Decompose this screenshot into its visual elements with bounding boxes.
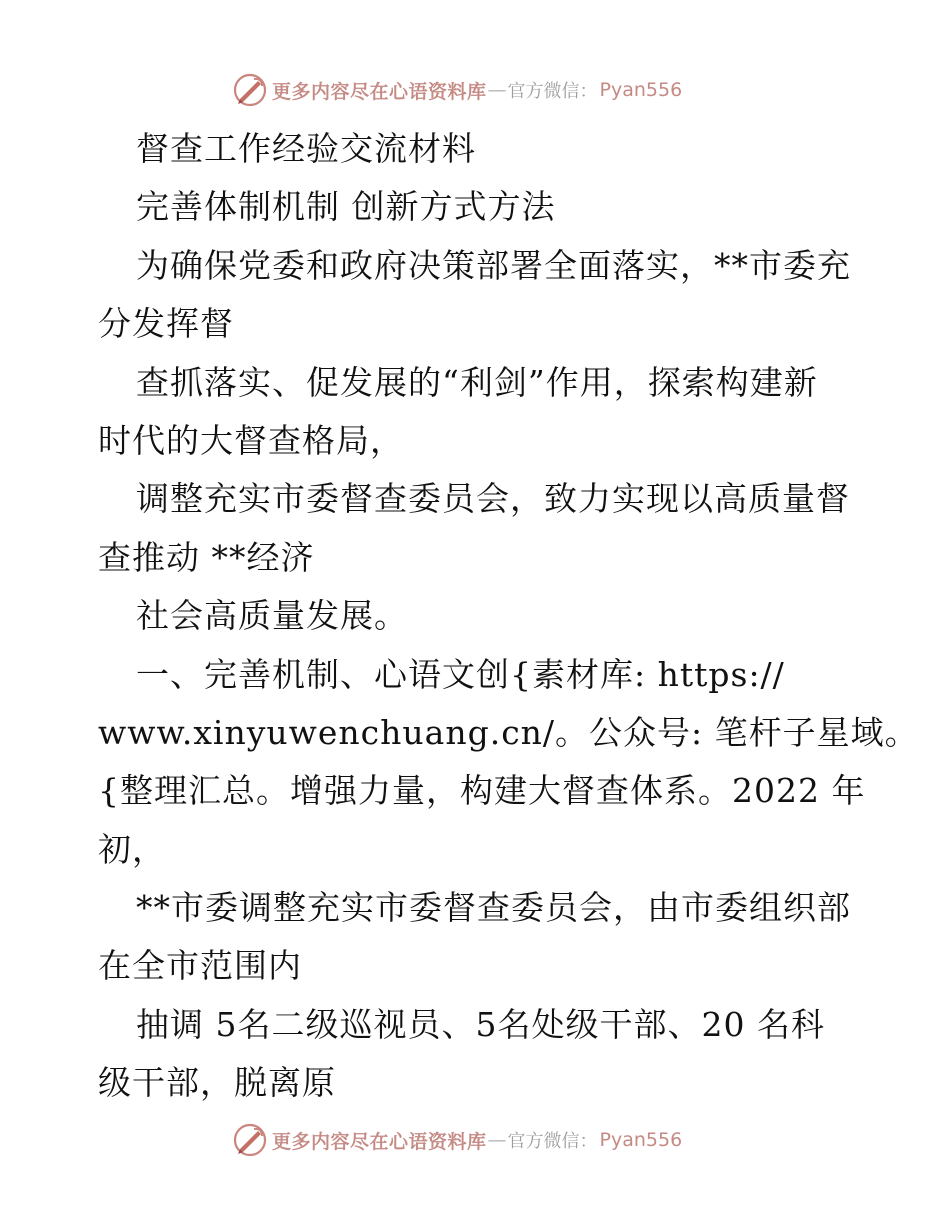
document-title: 督查工作经验交流材料 <box>136 129 476 168</box>
paragraph-line: 查推动 **经济 <box>98 537 315 577</box>
pen-logo-icon <box>232 1122 268 1158</box>
paragraph-line: www.xinyuwenchuang.cn/。公众号: 笔杆子星域。 <box>98 712 919 752</box>
document-subtitle: 完善体制机制 创新方式方法 <box>136 187 556 227</box>
footer-watermark <box>232 1122 682 1158</box>
watermark-separator: — <box>487 1129 507 1151</box>
watermark-contact-id: Pyan556 <box>599 1129 683 1151</box>
paragraph-line: 为确保党委和政府决策部署全面落实，**市委充 <box>136 245 851 285</box>
watermark-contact-id: Pyan556 <box>599 79 683 101</box>
document-body <box>98 120 919 1113</box>
paragraph-line: 初， <box>98 829 166 869</box>
paragraph-line: **市委调整充实市委督查委员会，由市委组织部 <box>136 888 851 928</box>
paragraph-line: 社会高质量发展。 <box>136 596 408 636</box>
paragraph-line: 分发挥督 <box>98 304 234 344</box>
pen-logo-icon <box>232 72 268 108</box>
paragraph-line: {整理汇总。增强力量，构建大督查体系。2022 年 <box>98 771 866 811</box>
watermark-brand: 更多内容尽在心语资料库 <box>272 80 487 103</box>
paragraph-line: 时代的大督查格局， <box>98 420 404 460</box>
watermark-separator: — <box>487 79 507 101</box>
watermark-contact-label: 官方微信： <box>507 81 598 102</box>
watermark-contact-label: 官方微信： <box>507 1131 598 1152</box>
paragraph-line: 查抓落实、促发展的“利剑”作用，探索构建新 <box>136 362 818 402</box>
header-watermark <box>232 72 682 108</box>
paragraph-line: 级干部，脱离原 <box>98 1063 336 1103</box>
paragraph-line: 在全市范围内 <box>98 946 302 986</box>
paragraph-line: 调整充实市委督查委员会，致力实现以高质量督 <box>136 479 850 519</box>
watermark-brand: 更多内容尽在心语资料库 <box>272 1130 487 1153</box>
paragraph-line: 抽调 5名二级巡视员、5名处级干部、20 名科 <box>136 1004 825 1044</box>
section-heading-line: 一、完善机制、心语文创{素材库: https:// <box>136 654 785 694</box>
